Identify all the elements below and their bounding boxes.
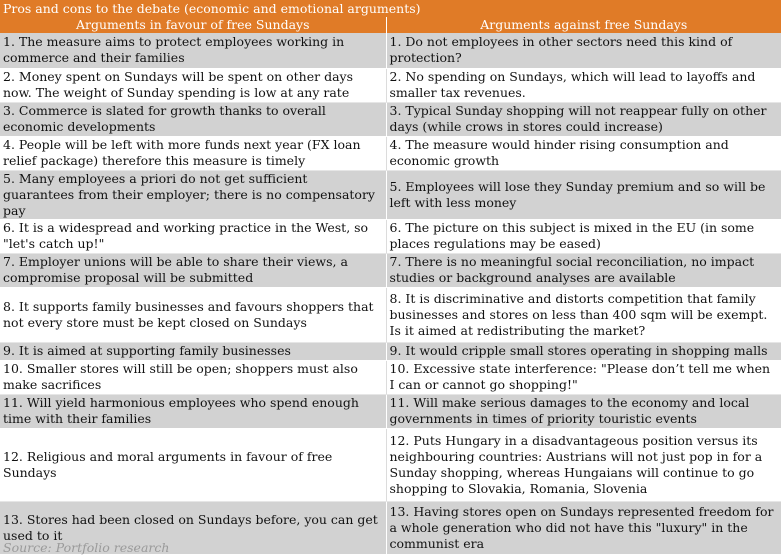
against-cell: 12. Puts Hungary in a disadvantageous position versus its neighbouring countries: Austrians will not just pop in for a Sunday shopping, whereas Hungaians will continue to go shopping to Slovakia, Romania, Slovenia (386, 428, 781, 501)
against-cell: 11. Will make serious damages to the economy and local governments in times of priority touristic events (386, 394, 781, 428)
table-row (0, 360, 781, 394)
against-cell: 6. The picture on this subject is mixed in the EU (in some places regulations may be eased) (386, 219, 781, 253)
table-row (0, 287, 781, 342)
against-column-header: Arguments against free Sundays (386, 17, 781, 33)
table-row (0, 102, 781, 136)
favour-cell: 6. It is a widespread and working practice in the West, so "let's catch up!" (0, 219, 386, 253)
table-row (0, 219, 781, 253)
favour-cell: 2. Money spent on Sundays will be spent on other days now. The weight of Sunday spending is low at any rate (0, 68, 386, 102)
favour-cell: 10. Smaller stores will still be open; shoppers must also make sacrifices (0, 360, 386, 394)
table-row (0, 253, 781, 287)
favour-cell: 3. Commerce is slated for growth thanks to overall economic developments (0, 102, 386, 136)
favour-cell: 5. Many employees a priori do not get sufficient guarantees from their employer; there is no compensatory pay (0, 170, 386, 219)
favour-cell: 11. Will yield harmonious employees who spend enough time with their families (0, 394, 386, 428)
favour-cell: 4. People will be left with more funds next year (FX loan relief package) therefore this measure is timely (0, 136, 386, 170)
favour-cell: 13. Stores had been closed on Sundays before, you can get used to it (0, 501, 386, 554)
table-row (0, 68, 781, 102)
against-cell: 2. No spending on Sundays, which will lead to layoffs and smaller tax revenues. (386, 68, 781, 102)
favour-cell: 12. Religious and moral arguments in favour of free Sundays (0, 428, 386, 501)
favour-cell: 9. It is aimed at supporting family businesses (0, 342, 386, 360)
against-cell: 7. There is no meaningful social reconciliation, no impact studies or background analyses are available (386, 253, 781, 287)
table-row (0, 342, 781, 360)
table-title: Pros and cons to the debate (economic and emotional arguments) (0, 0, 781, 17)
header-row (0, 17, 781, 33)
table-row (0, 33, 781, 68)
against-cell: 5. Employees will lose they Sunday premium and so will be left with less money (386, 170, 781, 219)
favour-column-header: Arguments in favour of free Sundays (0, 17, 386, 33)
table-row (0, 170, 781, 219)
table-row (0, 394, 781, 428)
favour-cell: 7. Employer unions will be able to share their views, a compromise proposal will be submitted (0, 253, 386, 287)
against-cell: 4. The measure would hinder rising consumption and economic growth (386, 136, 781, 170)
table-row (0, 428, 781, 501)
table-row (0, 136, 781, 170)
against-cell: 8. It is discriminative and distorts competition that family businesses and stores on less than 400 sqm will be exempt. Is it aimed at redistributing the market? (386, 287, 781, 342)
against-cell: 13. Having stores open on Sundays represented freedom for a whole generation who did not have this "luxury" in the communist era (386, 501, 781, 554)
source-note: Source: Portfolio research (3, 540, 170, 555)
against-cell: 1. Do not employees in other sectors need this kind of protection? (386, 33, 781, 68)
arguments-table (0, 17, 781, 555)
against-cell: 10. Excessive state interference: "Please don’t tell me when I can or cannot go shopping!" (386, 360, 781, 394)
against-cell: 9. It would cripple small stores operating in shopping malls (386, 342, 781, 360)
favour-cell: 1. The measure aims to protect employees working in commerce and their families (0, 33, 386, 68)
against-cell: 3. Typical Sunday shopping will not reappear fully on other days (while crows in stores could increase) (386, 102, 781, 136)
favour-cell: 8. It supports family businesses and favours shoppers that not every store must be kept closed on Sundays (0, 287, 386, 342)
